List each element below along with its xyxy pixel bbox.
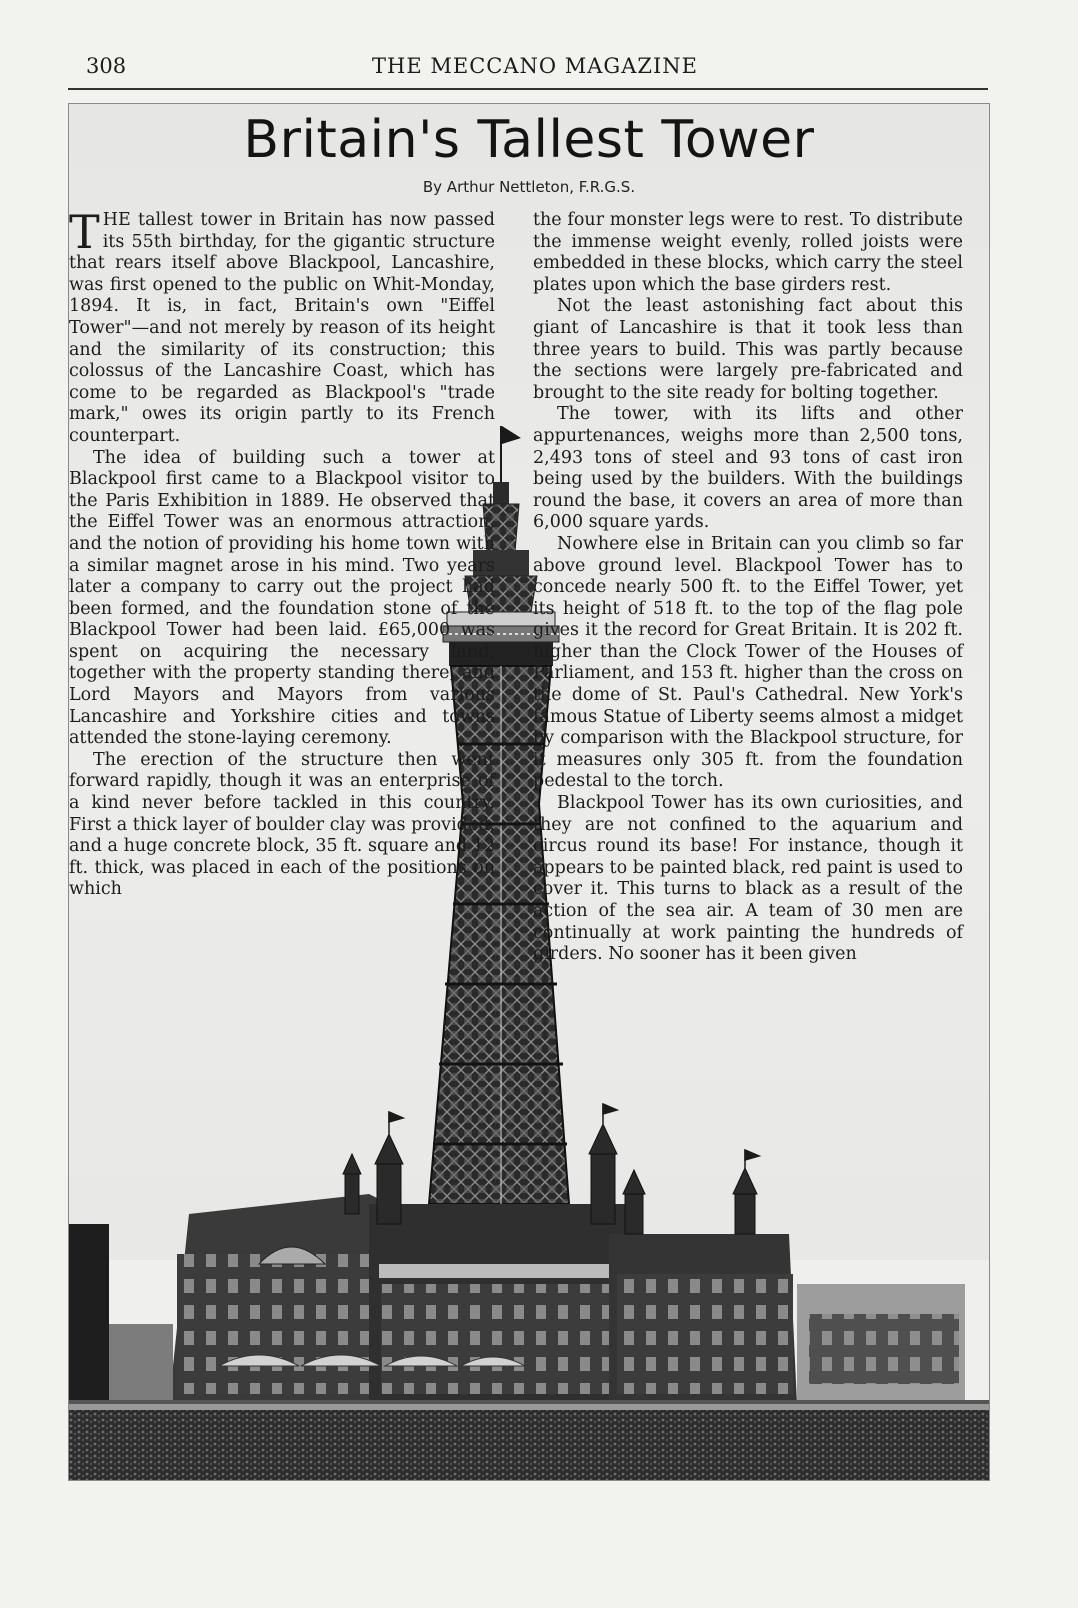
paragraph: The erection of the structure then went forward rapidly, though it was an enterprise of a kind never before tackled in this country. First a thick layer of boulder clay was provided, and a huge concrete block, 35 ft. square and 12 ft. thick, was placed in each of the positions on which [69,749,495,900]
paragraph: Blackpool Tower has its own curiosities, and they are not confined to the aquarium and circus round its base! For instance, though it appears to be painted black, red paint is used to cover it. This turns to black as a result of the action of the sea air. A team of 30 men are continually at work painting the hundreds of girders. No sooner has it been given [533,793,963,965]
magazine-title: THE MECCANO MAGAZINE [372,54,698,78]
paragraph: Nowhere else in Britain can you climb so far above ground level. Blackpool Tower has to concede nearly 500 ft. to the Eiffel Tower, yet its height of 518 ft. to the top of the flag pole gives it the record for Great Britain. It is 202 ft. higher than the Clock Tower of the Houses of Parliament, and 153 ft. higher than the cross on the dome of St. Paul's Cathedral. New York's famous Statue of Liberty seems almost a midget by comparison with the Blackpool structure, for it measures only 305 ft. from the foundation pedestal to the torch. [533,533,963,792]
paragraph: The tower, with its lifts and other appurtenances, weighs more than 2,500 tons, 2,493 tons of steel and 93 tons of cast iron being used by the builders. With the buildings round the base, it covers an area of more than 6,000 square yards. [533,404,963,533]
paragraph-text: HE tallest tower in Britain has now passed its 55th birthday, for the gigantic structure that rears itself above Blackpool, Lancashire, was first opened to the public on Whit-Monday, 1894. It is, in fact, Britain's own "Eiffel Tower"—and not merely by reason of its height and the similarity of its construction; this colossus of the Lancashire Coast, which has come to be regarded as Blackpool's "trade mark," owes its origin partly to its French counterpart. [69,210,495,446]
article-frame [68,103,990,1481]
article-title: Britain's Tallest Tower [243,110,815,170]
page-number: 308 [86,54,127,78]
paragraph: Not the least astonishing fact about this giant of Lancashire is that it took less than three years to build. This was partly because the sections were largely pre-fabricated and brought to the site ready for bolting together. [533,296,963,403]
right-column [533,210,963,966]
article-byline: By Arthur Nettleton, F.R.G.S. [422,178,636,196]
paragraph: the four monster legs were to rest. To distribute the immense weight evenly, rolled joists were embedded in these blocks, which carry the steel plates upon which the base girders rest. [533,210,963,295]
paragraph: The idea of building such a tower at Blackpool first came to a Blackpool visitor to the Paris Exhibition in 1889. He observed that the Eiffel Tower was an enormous attraction, and the notion of providing his home town with a similar magnet arose in his mind. Two years later a company to carry out the project had been formed, and the foundation stone of the Blackpool Tower had been laid. £65,000 was spent on acquiring the necessary land, together with the property standing there, and Lord Mayors and Mayors from various Lancashire and Yorkshire cities and towns attended the stone-laying ceremony. [69,447,495,749]
running-head [80,54,990,84]
paragraph [69,205,495,448]
header-rule [68,88,988,90]
drop-cap: T [69,205,100,259]
left-column [69,205,495,901]
